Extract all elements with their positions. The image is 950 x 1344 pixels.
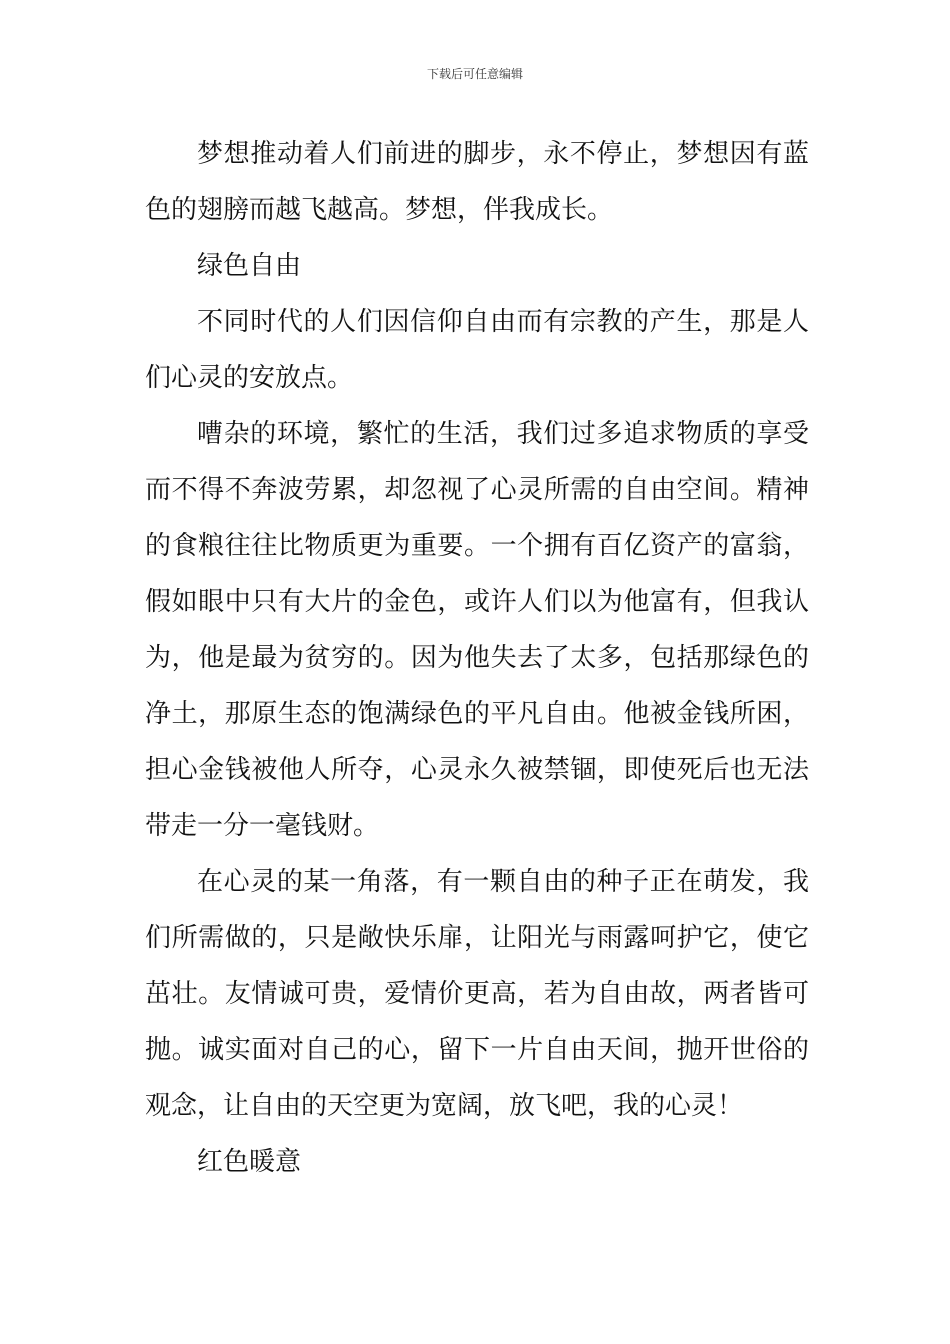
page-header: 下载后可任意编辑	[426, 67, 523, 81]
document-body	[145, 126, 809, 1190]
paragraph-seed-of-freedom: 在心灵的某一角落，有一颗自由的种子正在萌发，我们所需做的，只是敞快乐扉，让阳光与雨露呵护它，使它茁壮。友情诚可贵，爱情价更高，若为自由故，两者皆可抛。诚实面对自己的心，留下一片自由天间，抛开世俗的观念，让自由的天空更为宽阔，放飞吧，我的心灵！	[145, 867, 809, 1121]
paragraph-spiritual-freedom: 嘈杂的环境，繁忙的生活，我们过多追求物质的享受而不得不奔波劳累，却忽视了心灵所需的自由空间。精神的食粮往往比物质更为重要。一个拥有百亿资产的富翁，假如眼中只有大片的金色，或许人们以为他富有，但我认为，他是最为贫穷的。因为他失去了太多，包括那绿色的净土，那原生态的饱满绿色的平凡自由。他被金钱所困，担心金钱被他人所夺，心灵永久被禁锢，即使死后也无法带走一分一毫钱财。	[145, 419, 809, 841]
paragraph-dream-growth: 梦想推动着人们前进的脚步，永不停止，梦想因有蓝色的翅膀而越飞越高。梦想，伴我成长。	[145, 139, 809, 225]
section-heading-red-warmth: 红色暖意	[197, 1147, 302, 1177]
section-heading-green-freedom: 绿色自由	[197, 251, 302, 281]
paragraph-religion: 不同时代的人们因信仰自由而有宗教的产生，那是人们心灵的安放点。	[145, 307, 809, 393]
